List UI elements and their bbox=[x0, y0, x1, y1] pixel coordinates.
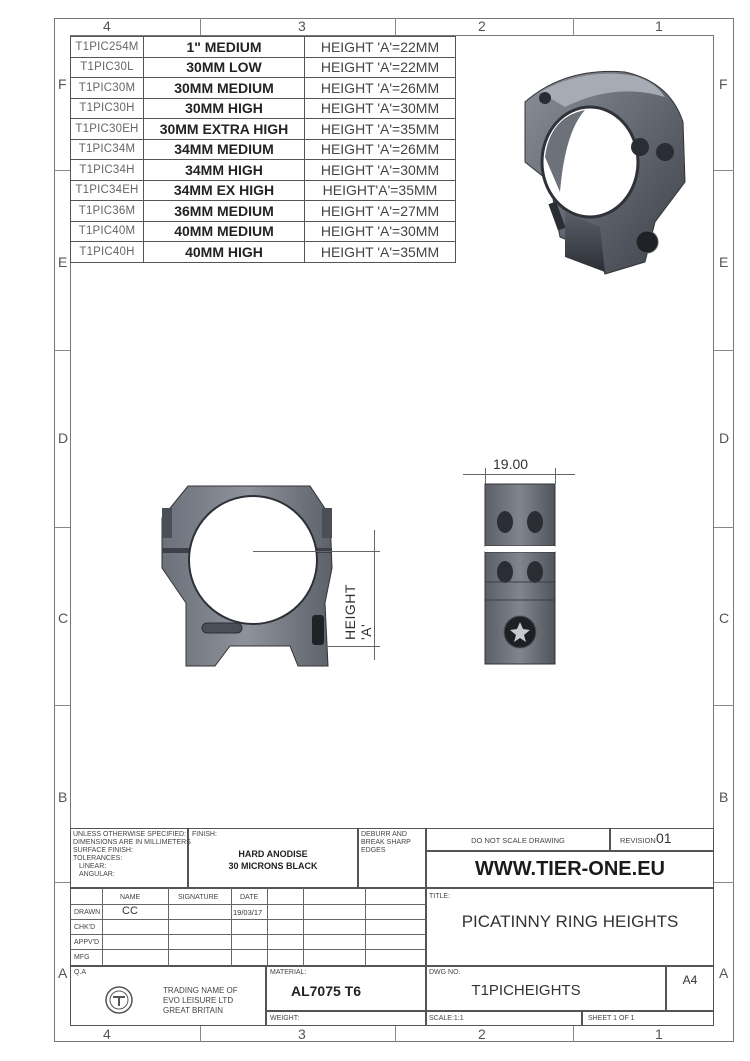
weight-label: WEIGHT: bbox=[270, 1015, 300, 1022]
width-dimension-left-ext bbox=[485, 468, 486, 484]
general-notes-0: UNLESS OTHERWISE SPECIFIED: bbox=[73, 831, 187, 838]
ring-code-cell: T1PIC34M bbox=[71, 139, 144, 160]
do-not-scale-text: DO NOT SCALE DRAWING bbox=[471, 836, 565, 845]
ring-code-cell: T1PIC30M bbox=[71, 78, 144, 99]
zone-tick bbox=[395, 1026, 396, 1042]
isometric-ring-illustration bbox=[505, 62, 705, 277]
title-label: TITLE: bbox=[429, 893, 451, 900]
zone-tick bbox=[200, 18, 201, 35]
ring-code-cell: T1PIC30L bbox=[71, 57, 144, 78]
ring-table-row bbox=[71, 78, 456, 99]
ring-height-cell: HEIGHT 'A'=22MM bbox=[305, 57, 456, 78]
ring-code-cell: T1PIC30EH bbox=[71, 119, 144, 140]
zone-tick bbox=[714, 882, 734, 883]
zone-row-f-left: F bbox=[58, 76, 67, 92]
grid-line bbox=[303, 888, 304, 966]
dwg-no-label: DWG NO. bbox=[429, 969, 461, 976]
ring-code-cell: T1PIC30H bbox=[71, 98, 144, 119]
trading-name-1: EVO LEISURE LTD bbox=[163, 996, 234, 1005]
ring-height-cell: HEIGHT 'A'=30MM bbox=[305, 160, 456, 181]
height-dimension-lower-line bbox=[315, 646, 380, 647]
ring-table-row bbox=[71, 119, 456, 140]
zone-row-e-right: E bbox=[719, 254, 729, 270]
width-dimension-label: 19.00 bbox=[493, 456, 529, 472]
general-notes-5: ANGULAR: bbox=[79, 871, 115, 878]
deburr-text-1: BREAK SHARP bbox=[361, 839, 411, 846]
zone-row-f-right: F bbox=[719, 76, 728, 92]
ring-name-cell: 34MM MEDIUM bbox=[144, 139, 305, 160]
height-dimension-arrow-line bbox=[374, 530, 375, 660]
col-signature-label: SIGNATURE bbox=[178, 894, 219, 901]
zone-tick bbox=[714, 705, 734, 706]
ring-name-cell: 40MM HIGH bbox=[144, 242, 305, 263]
drawing-title: PICATINNY RING HEIGHTS bbox=[461, 912, 679, 931]
ring-height-cell: HEIGHT 'A'=35MM bbox=[305, 242, 456, 263]
ring-code-cell: T1PIC34EH bbox=[71, 180, 144, 201]
ring-table-row bbox=[71, 201, 456, 222]
grid-line bbox=[70, 934, 426, 935]
zone-tick bbox=[54, 705, 70, 706]
ring-name-cell: 30MM EXTRA HIGH bbox=[144, 119, 305, 140]
zone-tick bbox=[714, 527, 734, 528]
ring-name-cell: 34MM HIGH bbox=[144, 160, 305, 181]
grid-line bbox=[70, 949, 426, 950]
ring-height-cell: HEIGHT 'A'=22MM bbox=[305, 37, 456, 58]
zone-col-2-bottom: 2 bbox=[478, 1026, 486, 1042]
zone-col-1-bottom: 1 bbox=[655, 1026, 663, 1042]
material-value: AL7075 T6 bbox=[290, 983, 362, 999]
zone-col-3-bottom: 3 bbox=[298, 1026, 306, 1042]
grid-line bbox=[231, 888, 232, 966]
ring-height-cell: HEIGHT 'A'=35MM bbox=[305, 119, 456, 140]
row-qa-label: Q.A bbox=[74, 969, 87, 976]
zone-row-a-left: A bbox=[58, 965, 68, 981]
ring-height-cell: HEIGHT 'A'=30MM bbox=[305, 221, 456, 242]
zone-col-4-bottom: 4 bbox=[103, 1026, 111, 1042]
ring-code-cell: T1PIC40H bbox=[71, 242, 144, 263]
ring-height-cell: HEIGHT'A'=35MM bbox=[305, 180, 456, 201]
ring-height-cell: HEIGHT 'A'=27MM bbox=[305, 201, 456, 222]
ring-name-cell: 1" MEDIUM bbox=[144, 37, 305, 58]
ring-code-cell: T1PIC254M bbox=[71, 37, 144, 58]
trading-name-2: GREAT BRITAIN bbox=[163, 1006, 224, 1015]
zone-row-d-left: D bbox=[58, 430, 69, 446]
ring-height-cell: HEIGHT 'A'=26MM bbox=[305, 78, 456, 99]
general-notes-1: DIMENSIONS ARE IN MILLIMETERS bbox=[73, 839, 191, 846]
height-dimension-label: HEIGHT 'A' bbox=[342, 584, 374, 640]
row-approved-label: APPV'D bbox=[74, 939, 100, 946]
scale-label: SCALE:1:1 bbox=[429, 1015, 464, 1022]
width-dimension-line bbox=[463, 474, 575, 475]
finish-value-1: HARD ANODISE bbox=[238, 849, 308, 859]
grid-line bbox=[168, 888, 169, 966]
zone-tick bbox=[54, 170, 70, 171]
ring-code-cell: T1PIC34H bbox=[71, 160, 144, 181]
company-logo-icon bbox=[104, 985, 134, 1015]
dwg-no-value: T1PICHEIGHTS bbox=[471, 982, 581, 999]
ring-height-table bbox=[70, 36, 456, 263]
ring-table-row bbox=[71, 37, 456, 58]
finish-label: FINISH: bbox=[192, 831, 217, 838]
zone-col-2-top: 2 bbox=[478, 18, 486, 34]
zone-tick bbox=[573, 1026, 574, 1042]
width-dimension-right-ext bbox=[555, 468, 556, 484]
zone-tick bbox=[714, 350, 734, 351]
row-mfg-label: MFG bbox=[74, 954, 90, 961]
ring-table-row bbox=[71, 180, 456, 201]
ring-code-cell: T1PIC36M bbox=[71, 201, 144, 222]
zone-tick bbox=[714, 170, 734, 171]
trading-name-0: TRADING NAME OF bbox=[163, 986, 238, 995]
deburr-text-2: EDGES bbox=[361, 847, 386, 854]
finish-value-2: 30 MICRONS BLACK bbox=[228, 861, 318, 871]
height-dimension-upper-line bbox=[253, 551, 380, 552]
ring-table-row bbox=[71, 221, 456, 242]
zone-row-b-right: B bbox=[719, 789, 729, 805]
zone-row-c-left: C bbox=[58, 610, 69, 626]
ring-table-row bbox=[71, 160, 456, 181]
ring-table-row bbox=[71, 242, 456, 263]
general-notes-2: SURFACE FINISH: bbox=[73, 847, 133, 854]
ring-name-cell: 36MM MEDIUM bbox=[144, 201, 305, 222]
zone-tick bbox=[54, 350, 70, 351]
row-drawn-label: DRAWN bbox=[74, 909, 101, 916]
website-text: WWW.TIER-ONE.EU bbox=[475, 858, 665, 880]
ring-front-view bbox=[150, 478, 390, 678]
zone-tick bbox=[395, 18, 396, 35]
grid-line bbox=[365, 888, 366, 966]
zone-row-a-right: A bbox=[719, 965, 729, 981]
zone-tick bbox=[54, 527, 70, 528]
zone-row-c-right: C bbox=[719, 610, 730, 626]
ring-name-cell: 34MM EX HIGH bbox=[144, 180, 305, 201]
col-date-label: DATE bbox=[240, 894, 259, 901]
col-name-label: NAME bbox=[120, 894, 141, 901]
sheet-number-label: SHEET 1 OF 1 bbox=[588, 1015, 635, 1022]
ring-table-row bbox=[71, 139, 456, 160]
material-label: MATERIAL: bbox=[270, 969, 307, 976]
grid-line bbox=[70, 919, 426, 920]
zone-tick bbox=[54, 882, 70, 883]
drawn-name: CC bbox=[122, 905, 138, 917]
ring-table-row bbox=[71, 98, 456, 119]
ring-side-view bbox=[480, 482, 560, 667]
zone-row-b-left: B bbox=[58, 789, 68, 805]
sheet-size-value: A4 bbox=[682, 973, 698, 987]
ring-table-row bbox=[71, 57, 456, 78]
ring-name-cell: 30MM MEDIUM bbox=[144, 78, 305, 99]
row-checked-label: CHK'D bbox=[74, 924, 96, 931]
ring-height-cell: HEIGHT 'A'=26MM bbox=[305, 139, 456, 160]
drawn-date: 19/03/17 bbox=[233, 908, 263, 917]
ring-name-cell: 30MM HIGH bbox=[144, 98, 305, 119]
zone-col-4-top: 4 bbox=[103, 18, 111, 34]
grid-line bbox=[267, 888, 268, 966]
ring-name-cell: 30MM LOW bbox=[144, 57, 305, 78]
general-notes-4: LINEAR: bbox=[79, 863, 107, 870]
ring-height-cell: HEIGHT 'A'=30MM bbox=[305, 98, 456, 119]
revision-label: REVISION bbox=[620, 836, 656, 845]
grid-line bbox=[102, 888, 103, 966]
zone-row-e-left: E bbox=[58, 254, 68, 270]
general-notes-3: TOLERANCES: bbox=[73, 855, 123, 862]
zone-tick bbox=[573, 18, 574, 35]
zone-col-1-top: 1 bbox=[655, 18, 663, 34]
ring-name-cell: 40MM MEDIUM bbox=[144, 221, 305, 242]
revision-value: 01 bbox=[656, 830, 672, 846]
zone-tick bbox=[200, 1026, 201, 1042]
zone-row-d-right: D bbox=[719, 430, 730, 446]
zone-col-3-top: 3 bbox=[298, 18, 306, 34]
ring-code-cell: T1PIC40M bbox=[71, 221, 144, 242]
deburr-text-0: DEBURR AND bbox=[361, 831, 407, 838]
